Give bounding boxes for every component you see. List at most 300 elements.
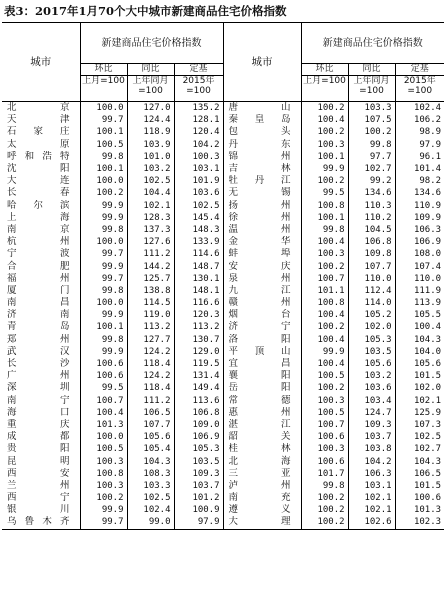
- cell-city-left: 大 连: [2, 175, 80, 187]
- cell-city-left: 武 汉: [2, 346, 80, 358]
- cell-dj-right: 108.0: [413, 249, 442, 260]
- cell-hb-right: 100.7: [301, 419, 348, 431]
- cell-city-right: 包 头: [223, 126, 301, 138]
- cell-city-right: 徐 州: [223, 212, 301, 224]
- cell-dj-right: 101.3: [413, 505, 442, 516]
- cell-city-left: 哈尔滨: [2, 200, 80, 212]
- cell-hb-right: 99.5: [301, 187, 348, 199]
- cell-city-right: 秦皇岛: [223, 114, 301, 126]
- cell-hb-left: 100.6: [80, 358, 127, 370]
- cell-hb-left: 100.0: [80, 102, 127, 115]
- cell-tb-right: 99.2: [348, 175, 395, 187]
- cell-dj-right: 98.2: [419, 176, 442, 187]
- cell-hb-left: 100.5: [80, 139, 127, 151]
- cell-city-right: 常 德: [223, 395, 301, 407]
- cell-tb-right: 105.2: [348, 309, 395, 321]
- cell-dj-left: 148.1: [174, 285, 223, 297]
- cell-city-left: 呼和浩特: [2, 151, 80, 163]
- cell-hb-right: 100.2: [301, 516, 348, 529]
- cell-hb-right: 100.2: [301, 504, 348, 516]
- cell-tb-right: 105.3: [348, 334, 395, 346]
- header-hb-base-right: 上月=100: [301, 76, 348, 102]
- cell-dj-left: 120.4: [174, 126, 223, 138]
- cell-hb-right: 100.4: [301, 309, 348, 321]
- cell-dj-right: 102.1: [413, 395, 442, 406]
- cell-tb-right: 104.2: [348, 455, 395, 467]
- cell-tb-left: 103.2: [127, 163, 174, 175]
- cell-city-right: 扬 州: [223, 200, 301, 212]
- cell-dj-right: 101.5: [413, 371, 442, 382]
- table-row: [2, 175, 444, 187]
- cell-tb-right: 103.8: [348, 443, 395, 455]
- cell-tb-right: 100.2: [348, 126, 395, 138]
- cell-tb-left: 105.6: [127, 431, 174, 443]
- cell-dj-right: 105.6: [413, 359, 442, 370]
- cell-dj-left: 103.6: [174, 187, 223, 199]
- cell-dj-right: 109.9: [413, 212, 442, 223]
- cell-city-right: 金 华: [223, 236, 301, 248]
- cell-dj-left: 116.6: [174, 297, 223, 309]
- cell-city-right: 丹 东: [223, 139, 301, 151]
- cell-hb-left: 100.8: [80, 468, 127, 480]
- cell-city-right: 宜 昌: [223, 358, 301, 370]
- cell-tb-right: 134.6: [348, 187, 395, 199]
- cell-city-right: 吉 林: [223, 163, 301, 175]
- cell-dj-right: 102.0: [413, 383, 442, 394]
- table-row: [2, 516, 444, 529]
- table-row: [2, 346, 444, 358]
- table-row: [2, 163, 444, 175]
- cell-hb-right: 100.8: [301, 200, 348, 212]
- cell-city-left: 广 州: [2, 370, 80, 382]
- cell-hb-right: 100.6: [301, 431, 348, 443]
- cell-hb-right: 100.7: [301, 273, 348, 285]
- cell-dj-right: 106.9: [413, 237, 442, 248]
- cell-dj-right: 110.9: [413, 200, 442, 211]
- cell-tb-left: 138.8: [127, 285, 174, 297]
- table-row: [2, 455, 444, 467]
- header-tb-base-left: 上年同月=100: [127, 76, 174, 102]
- cell-hb-left: 99.9: [80, 504, 127, 516]
- cell-tb-left: 99.0: [127, 516, 174, 529]
- cell-tb-right: 103.2: [348, 370, 395, 382]
- cell-dj-right: 106.2: [413, 115, 442, 126]
- cell-city-right: 湛 江: [223, 419, 301, 431]
- cell-city-left: 西 宁: [2, 492, 80, 504]
- cell-dj-left: 130.1: [174, 273, 223, 285]
- cell-tb-left: 103.9: [127, 139, 174, 151]
- cell-tb-left: 118.9: [127, 126, 174, 138]
- cell-tb-left: 105.4: [127, 443, 174, 455]
- header-hb-left: 环比: [80, 64, 127, 76]
- cell-city-left: 海 口: [2, 407, 80, 419]
- cell-dj-right: 100.4: [413, 322, 442, 333]
- cell-hb-right: 100.2: [301, 321, 348, 333]
- cell-hb-left: 101.3: [80, 419, 127, 431]
- cell-dj-left: 120.3: [174, 309, 223, 321]
- cell-hb-right: 100.4: [301, 358, 348, 370]
- cell-city-right: 南 充: [223, 492, 301, 504]
- table-body: [2, 102, 444, 530]
- cell-dj-right: 104.3: [413, 334, 442, 345]
- cell-hb-right: 100.4: [301, 236, 348, 248]
- cell-tb-right: 124.7: [348, 407, 395, 419]
- cell-tb-left: 127.7: [127, 334, 174, 346]
- cell-dj-left: 145.4: [174, 212, 223, 224]
- cell-tb-right: 103.6: [348, 382, 395, 394]
- table-row: [2, 200, 444, 212]
- cell-dj-right: 125.9: [413, 407, 442, 418]
- cell-tb-left: 102.5: [127, 492, 174, 504]
- table-row: [2, 443, 444, 455]
- cell-tb-left: 108.3: [127, 468, 174, 480]
- cell-tb-right: 99.8: [348, 139, 395, 151]
- cell-city-right: 大 理: [223, 516, 301, 529]
- table-row: [2, 382, 444, 394]
- cell-hb-right: 101.7: [301, 468, 348, 480]
- cell-hb-left: 100.4: [80, 407, 127, 419]
- cell-city-left: 福 州: [2, 273, 80, 285]
- cell-hb-right: 100.8: [301, 297, 348, 309]
- cell-tb-right: 103.4: [348, 395, 395, 407]
- cell-hb-left: 99.7: [80, 516, 127, 529]
- cell-tb-right: 109.8: [348, 248, 395, 260]
- cell-hb-left: 100.2: [80, 187, 127, 199]
- cell-dj-left: 130.7: [174, 334, 223, 346]
- header-hb-right: 环比: [301, 64, 348, 76]
- cell-city-right: 无 锡: [223, 187, 301, 199]
- cell-city-left: 乌鲁木齐: [2, 516, 80, 529]
- cell-city-left: 银 川: [2, 504, 80, 516]
- cell-city-left: 沈 阳: [2, 163, 80, 175]
- cell-tb-left: 114.5: [127, 297, 174, 309]
- cell-tb-left: 111.2: [127, 395, 174, 407]
- cell-hb-right: 100.1: [301, 151, 348, 163]
- cell-tb-right: 102.1: [348, 492, 395, 504]
- cell-city-right: 唐 山: [223, 102, 301, 115]
- price-index-table: [2, 22, 444, 530]
- cell-dj-right: 104.3: [413, 456, 442, 467]
- table-row: [2, 224, 444, 236]
- table-row: [2, 187, 444, 199]
- cell-city-left: 兰 州: [2, 480, 80, 492]
- cell-city-left: 昆 明: [2, 455, 80, 467]
- table-row: [2, 334, 444, 346]
- cell-city-left: 合 肥: [2, 260, 80, 272]
- cell-tb-right: 103.7: [348, 431, 395, 443]
- cell-city-right: 烟 台: [223, 309, 301, 321]
- cell-hb-right: 100.2: [301, 175, 348, 187]
- cell-city-right: 安 庆: [223, 260, 301, 272]
- cell-city-left: 贵 阳: [2, 443, 80, 455]
- cell-hb-right: 100.2: [301, 126, 348, 138]
- table-row: [2, 492, 444, 504]
- cell-dj-right: 110.0: [413, 273, 442, 284]
- cell-dj-left: 101.2: [174, 492, 223, 504]
- cell-hb-left: 100.3: [80, 480, 127, 492]
- cell-tb-left: 104.3: [127, 455, 174, 467]
- cell-hb-left: 100.0: [80, 236, 127, 248]
- cell-city-left: 济 南: [2, 309, 80, 321]
- cell-dj-left: 102.5: [174, 200, 223, 212]
- table-row: [2, 260, 444, 272]
- cell-city-right: 北 海: [223, 455, 301, 467]
- cell-hb-left: 99.9: [80, 309, 127, 321]
- table-row: [2, 395, 444, 407]
- cell-dj-right: 101.5: [413, 480, 442, 491]
- table-row: [2, 358, 444, 370]
- cell-tb-right: 97.7: [348, 151, 395, 163]
- cell-tb-left: 107.7: [127, 419, 174, 431]
- cell-dj-right: 102.3: [413, 517, 442, 528]
- cell-tb-right: 107.7: [348, 260, 395, 272]
- cell-hb-left: 100.5: [80, 443, 127, 455]
- cell-dj-left: 135.2: [174, 102, 223, 115]
- cell-city-right: 韶 关: [223, 431, 301, 443]
- cell-city-left: 深 圳: [2, 382, 80, 394]
- header-index-right: 新建商品住宅价格指数: [301, 23, 444, 64]
- cell-hb-right: 101.1: [301, 285, 348, 297]
- header-hb-base-left: 上月=100: [80, 76, 127, 102]
- table-row: [2, 309, 444, 321]
- cell-city-left: 长 春: [2, 187, 80, 199]
- cell-tb-right: 102.7: [348, 163, 395, 175]
- cell-tb-right: 109.3: [348, 419, 395, 431]
- cell-dj-left: 105.3: [174, 443, 223, 455]
- cell-hb-right: 99.8: [301, 224, 348, 236]
- cell-dj-left: 149.4: [174, 382, 223, 394]
- cell-hb-left: 99.9: [80, 200, 127, 212]
- cell-tb-left: 106.5: [127, 407, 174, 419]
- cell-dj-left: 103.1: [174, 163, 223, 175]
- cell-dj-left: 97.9: [174, 516, 223, 529]
- cell-tb-left: 113.2: [127, 321, 174, 333]
- cell-city-right: 泉 州: [223, 273, 301, 285]
- cell-tb-right: 103.3: [348, 102, 395, 115]
- table-title: 表3：2017年1月70个大中城市新建商品住宅价格指数: [4, 4, 287, 18]
- cell-city-right: 洛 阳: [223, 334, 301, 346]
- cell-dj-right: 102.4: [413, 103, 442, 114]
- cell-city-left: 上 海: [2, 212, 80, 224]
- cell-hb-left: 100.1: [80, 163, 127, 175]
- cell-dj-right: 98.9: [419, 127, 442, 138]
- cell-city-right: 泸 州: [223, 480, 301, 492]
- cell-city-right: 温 州: [223, 224, 301, 236]
- cell-dj-left: 119.5: [174, 358, 223, 370]
- cell-dj-left: 109.3: [174, 468, 223, 480]
- cell-tb-right: 112.4: [348, 285, 395, 297]
- cell-tb-left: 118.4: [127, 358, 174, 370]
- cell-city-right: 蚌 埠: [223, 248, 301, 260]
- cell-dj-left: 129.0: [174, 346, 223, 358]
- cell-city-right: 济 宁: [223, 321, 301, 333]
- cell-hb-right: 100.2: [301, 492, 348, 504]
- cell-hb-left: 99.8: [80, 285, 127, 297]
- cell-city-left: 太 原: [2, 139, 80, 151]
- cell-tb-left: 102.1: [127, 200, 174, 212]
- cell-tb-right: 107.5: [348, 114, 395, 126]
- cell-dj-left: 101.9: [174, 175, 223, 187]
- cell-city-left: 宁 波: [2, 248, 80, 260]
- cell-tb-left: 124.2: [127, 370, 174, 382]
- cell-dj-left: 100.3: [174, 151, 223, 163]
- cell-dj-left: 131.4: [174, 370, 223, 382]
- header-dj-base-left: 2015年=100: [174, 76, 223, 102]
- cell-dj-right: 104.0: [413, 346, 442, 357]
- header-city-left: 城市: [2, 23, 80, 102]
- cell-hb-right: 100.2: [301, 102, 348, 115]
- table-row: [2, 297, 444, 309]
- header-tb-right: 同比: [348, 64, 395, 76]
- cell-tb-right: 104.5: [348, 224, 395, 236]
- cell-hb-right: 100.4: [301, 114, 348, 126]
- table-row: [2, 114, 444, 126]
- cell-dj-left: 148.3: [174, 224, 223, 236]
- table-row: [2, 273, 444, 285]
- cell-dj-right: 106.5: [413, 468, 442, 479]
- cell-tb-right: 103.1: [348, 480, 395, 492]
- cell-hb-left: 99.9: [80, 346, 127, 358]
- cell-dj-right: 113.9: [413, 298, 442, 309]
- cell-dj-left: 103.7: [174, 480, 223, 492]
- cell-hb-left: 100.0: [80, 431, 127, 443]
- cell-hb-right: 100.1: [301, 212, 348, 224]
- cell-city-left: 厦 门: [2, 285, 80, 297]
- cell-tb-left: 127.6: [127, 236, 174, 248]
- cell-city-left: 杭 州: [2, 236, 80, 248]
- cell-dj-right: 111.9: [413, 285, 442, 296]
- cell-dj-right: 107.3: [413, 419, 442, 430]
- cell-city-right: 岳 阳: [223, 382, 301, 394]
- header-dj-right: 定基: [395, 64, 444, 76]
- cell-city-right: 九 江: [223, 285, 301, 297]
- cell-tb-right: 114.0: [348, 297, 395, 309]
- header-tb-left: 同比: [127, 64, 174, 76]
- cell-tb-right: 102.0: [348, 321, 395, 333]
- cell-dj-right: 106.3: [413, 224, 442, 235]
- cell-city-left: 重 庆: [2, 419, 80, 431]
- cell-dj-right: 107.4: [413, 261, 442, 272]
- cell-city-right: 锦 州: [223, 151, 301, 163]
- table-row: [2, 126, 444, 138]
- cell-tb-right: 106.8: [348, 236, 395, 248]
- cell-dj-left: 133.9: [174, 236, 223, 248]
- table-row: [2, 321, 444, 333]
- table-row: [2, 139, 444, 151]
- cell-tb-left: 124.2: [127, 346, 174, 358]
- cell-hb-right: 100.3: [301, 139, 348, 151]
- cell-hb-left: 99.8: [80, 334, 127, 346]
- cell-hb-right: 100.5: [301, 407, 348, 419]
- cell-tb-right: 110.3: [348, 200, 395, 212]
- header-dj-left: 定基: [174, 64, 223, 76]
- header-dj-base-right: 2015年=100: [395, 76, 444, 102]
- table-row: [2, 370, 444, 382]
- table-row: [2, 248, 444, 260]
- cell-hb-left: 100.6: [80, 370, 127, 382]
- cell-tb-left: 102.4: [127, 504, 174, 516]
- cell-hb-right: 99.8: [301, 480, 348, 492]
- cell-hb-left: 99.7: [80, 273, 127, 285]
- cell-dj-right: 102.5: [413, 432, 442, 443]
- cell-hb-right: 100.5: [301, 370, 348, 382]
- cell-tb-left: 128.3: [127, 212, 174, 224]
- cell-dj-left: 106.8: [174, 407, 223, 419]
- cell-hb-left: 99.9: [80, 260, 127, 272]
- cell-hb-left: 99.5: [80, 382, 127, 394]
- cell-city-right: 三 亚: [223, 468, 301, 480]
- cell-dj-left: 128.1: [174, 114, 223, 126]
- cell-city-left: 南 京: [2, 224, 80, 236]
- cell-hb-left: 100.7: [80, 395, 127, 407]
- cell-dj-right: 101.4: [413, 164, 442, 175]
- table-row: [2, 419, 444, 431]
- cell-city-right: 襄 阳: [223, 370, 301, 382]
- cell-city-left: 郑 州: [2, 334, 80, 346]
- cell-tb-left: 104.4: [127, 187, 174, 199]
- cell-dj-left: 114.6: [174, 248, 223, 260]
- cell-tb-right: 110.0: [348, 273, 395, 285]
- cell-tb-left: 144.2: [127, 260, 174, 272]
- cell-hb-left: 99.7: [80, 248, 127, 260]
- table-row: [2, 151, 444, 163]
- cell-tb-left: 119.0: [127, 309, 174, 321]
- cell-tb-right: 106.3: [348, 468, 395, 480]
- table-row: [2, 504, 444, 516]
- cell-tb-left: 124.4: [127, 114, 174, 126]
- cell-tb-left: 137.3: [127, 224, 174, 236]
- cell-city-right: 赣 州: [223, 297, 301, 309]
- cell-dj-left: 100.9: [174, 504, 223, 516]
- cell-city-left: 南 宁: [2, 395, 80, 407]
- cell-hb-left: 99.7: [80, 114, 127, 126]
- table-row: [2, 407, 444, 419]
- cell-hb-right: 100.4: [301, 334, 348, 346]
- cell-hb-left: 99.8: [80, 151, 127, 163]
- cell-dj-left: 104.2: [174, 139, 223, 151]
- table-row: [2, 236, 444, 248]
- cell-dj-left: 113.6: [174, 395, 223, 407]
- cell-hb-right: 100.3: [301, 248, 348, 260]
- cell-hb-left: 99.8: [80, 224, 127, 236]
- cell-tb-left: 127.0: [127, 102, 174, 115]
- cell-tb-left: 125.7: [127, 273, 174, 285]
- table-row: [2, 285, 444, 297]
- cell-dj-right: 105.5: [413, 310, 442, 321]
- cell-hb-left: 100.1: [80, 321, 127, 333]
- cell-dj-left: 106.9: [174, 431, 223, 443]
- cell-hb-left: 100.3: [80, 455, 127, 467]
- cell-city-left: 天 津: [2, 114, 80, 126]
- cell-tb-left: 111.2: [127, 248, 174, 260]
- cell-dj-right: 96.1: [419, 151, 442, 162]
- cell-tb-right: 103.5: [348, 346, 395, 358]
- cell-tb-left: 101.0: [127, 151, 174, 163]
- cell-hb-left: 100.0: [80, 297, 127, 309]
- cell-city-right: 遵 义: [223, 504, 301, 516]
- cell-hb-right: 99.9: [301, 163, 348, 175]
- header-tb-base-right: 上年同月=100: [348, 76, 395, 102]
- cell-city-left: 青 岛: [2, 321, 80, 333]
- cell-dj-right: 102.7: [413, 444, 442, 455]
- cell-city-left: 石家庄: [2, 126, 80, 138]
- table-row: [2, 431, 444, 443]
- cell-city-left: 成 都: [2, 431, 80, 443]
- cell-city-left: 西 安: [2, 468, 80, 480]
- cell-hb-right: 100.3: [301, 395, 348, 407]
- cell-hb-left: 99.9: [80, 212, 127, 224]
- cell-city-left: 北 京: [2, 102, 80, 115]
